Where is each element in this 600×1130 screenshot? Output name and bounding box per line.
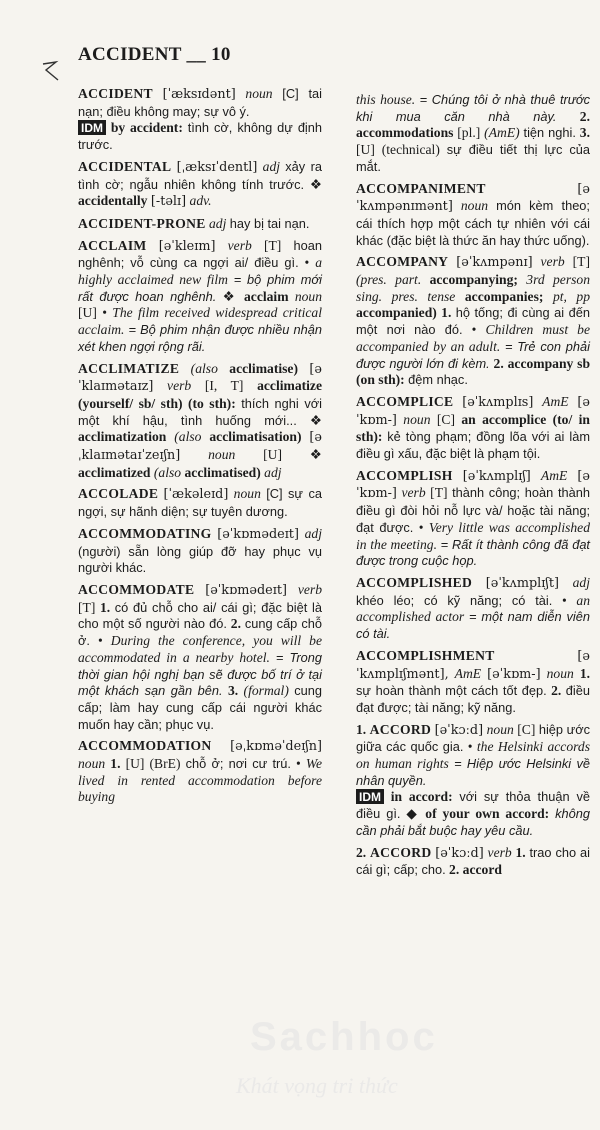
sense-number: 2. [551,683,562,699]
entry-accommodate [78,582,322,733]
definition: tiện nghi. [523,125,576,141]
headword: ACCLAIM [78,237,147,253]
headword: ACCOMPLISHMENT [356,647,495,663]
entry-accompany [356,254,590,389]
part-of-speech: noun [486,721,514,737]
derivative-symbol: ❖ [222,288,238,304]
definition: thành công; hoàn thành điều gì đòi hỏi nỗ lực và/ hoặc tài năng; đạt được. [356,485,590,535]
sense-number: 1. [441,305,452,321]
page-header: ACCIDENT __ 10 [78,44,231,65]
definition: trao cho ai cái gì; cấp; cho. [356,844,590,878]
definition: món kèm theo; cái thích hợp một cách tự nhiên với cái khác (đặc biệt là thức ăn hay thức uống). [356,198,590,248]
bullet: • [418,519,424,535]
translation: = Hiệp ước Helsinki về nhân quyền. [356,756,591,788]
grammar-code: [U] (technical) [356,142,440,158]
entry-accompaniment [356,181,590,250]
register-label: (formal) [243,683,289,699]
variant: acclimatisation) [209,429,302,445]
alt-phonetic: [əˈkɒm-] [356,394,590,428]
definition: [C] tai nạn; điều không may; sự vô ý. [78,86,322,119]
sense-number: 1. [110,756,121,772]
entry-accident-prone [78,216,322,233]
inflection: accompanies; [464,288,544,304]
derivative-pos: adj [264,464,282,480]
sense-number: 2. [449,862,460,878]
region-label: AmE [542,393,569,409]
headword: ACCOMPLISH [356,467,453,483]
translation: = Bộ phim nhận được nhiều nhận xét khen ngợi rộng rãi. [78,322,322,354]
derivative-symbol: ❖ [309,447,322,463]
sense-number: 3. [579,125,590,141]
bullet: • [561,592,567,608]
definition: chỗ ở; nơi cư trú. [185,756,291,772]
derivative: acclimatization [78,429,167,445]
bullet: • [471,322,477,338]
bullet: • [467,739,473,755]
derivative: acclaim [243,288,289,304]
headword: ACCORD [369,844,432,860]
inflection-label: (pres. part. [356,272,422,288]
bullet: • [97,633,103,649]
grammar-code: [T] [78,599,96,615]
entry-accomplishment [356,648,590,717]
watermark-tagline: Khát vọng tri thức [236,1073,398,1098]
headword: ACCOMPLISHED [356,574,473,590]
definition: (người) sẵn lòng giúp đỡ hay phục vụ người khác. [78,543,322,576]
derivative-phonetic: [-təlɪ] [150,194,187,210]
grammar-code: [U] [263,447,282,463]
definition: hộ tống; đi cùng ai đến một nơi nào đó. [356,305,590,338]
part-of-speech: adj [304,525,322,541]
phonetic: [əˈkɒmədeɪt] [217,526,299,542]
phonetic: [əˈkɔːd] [435,845,484,861]
grammar-code: [T] [572,254,590,270]
example: During the conference, you will be accommodated in a nearby hotel. [78,633,323,665]
entry-acclimatize [78,361,322,482]
phrase: accompany sb (on sth): [356,355,591,388]
entry-accolade [78,486,322,520]
derivative-adj: acclimatized [78,464,151,480]
sense-number: 2. [493,355,504,371]
definition: hoan nghênh; vỗ cùng ca ngợi ai/ điều gì. [78,237,322,271]
derivative-pos: adv. [189,193,212,209]
inflection-label: pt, pp [552,288,591,304]
grammar-code: [U] (BrE) [125,756,181,772]
translation: = Chúng tôi ở nhà thuê trước khi mua căn nhà này. [356,92,590,124]
entry-accommodation-continued [356,92,590,176]
phonetic: [əˈkʌmplɪʃ] [462,468,531,484]
part-of-speech: adj [208,215,227,231]
derivative: accidentally [78,193,148,209]
also-label: (also [174,429,202,445]
example: We lived in rented accommodation before buying [78,756,322,805]
grammar-code: [U] [78,305,97,321]
entry-accomplice [356,394,590,463]
idiom-definition: tình cờ, không dự định trước. [78,120,323,153]
headword: ACCOMMODATION [78,738,212,754]
headword: ACCOLADE [78,486,159,502]
definition: cung cấp; làm hay cung cấp cái người khác muốn hay cần; phục vụ. [78,683,322,732]
inflection: accompanied) [356,305,437,321]
idiom-phrase: by accident: [110,120,183,136]
translation: = Trẻ con phải được người lớn đi kèm. [356,338,590,371]
headword: ACCLIMATIZE [78,360,180,376]
idm-label: IDM [356,789,384,804]
phonetic: [əˈkʌmpənɪmənt] [356,181,590,215]
idiom-phrase: in accord: [390,789,453,805]
part-of-speech: noun [460,198,489,214]
pen-mark-icon [40,60,64,86]
definition: kẻ tòng phạm; đồng lõa với ai làm điều gì xấu, đặc biệt là phạm tội. [356,429,590,462]
bullet: • [304,255,310,271]
phonetic: [əˈkɒmədeɪt] [205,582,287,598]
plural-form: accommodations [356,125,454,141]
headword: ACCIDENT-PRONE [78,215,206,231]
example: an accomplished actor [356,592,590,625]
part-of-speech: verb [227,237,252,253]
entry-accord-verb [356,845,590,879]
phonetic: [ˈæksɪdənt] [162,87,236,102]
headword-repeat: accord [462,862,502,878]
variant: acclimatise) [229,360,298,376]
entry-accomplish [356,468,590,570]
headword: ACCIDENT [78,86,153,101]
translation: = bộ phim mới rất được hoan nghênh. [78,272,322,304]
sense-number: 3. [227,683,239,699]
grammar-code: [pl.] [457,125,481,141]
example: a highly acclaimed new film [78,255,322,288]
headword: ACCOMPANY [356,254,449,270]
headword: ACCOMMODATE [78,581,195,597]
sense-number: 1. [99,599,111,615]
sense-number: 2. [579,108,590,124]
entry-accidental [78,159,322,211]
entry-accord-noun [356,722,590,840]
phonetic: [ˌæksɪˈdentl] [176,159,258,175]
headword: ACCOMMODATING [78,525,212,541]
grammar-code: [T] [263,237,282,253]
example: Children must be accompanied by an adult. [356,322,591,354]
definition: sự hoàn thành một cách tốt đẹp. [356,683,547,699]
phonetic: [əˈkʌmplɪs] [462,394,534,410]
example: this house. [356,92,416,107]
example: The film received widespread critical acclaim. [78,305,322,338]
phonetic: [əˌkɒməˈdeɪʃn] [230,739,322,755]
part-of-speech: adj [572,574,590,590]
example: the Helsinki accords on human rights [356,739,590,772]
part-of-speech: verb [540,254,565,270]
alt-phonetic: [əˈkɒm-] [487,666,541,682]
derivative-symbol: ❖ [309,176,322,192]
translation: = Rất ít thành công đã đạt được trong cuộc họp. [356,536,590,569]
also-label: (also [153,464,182,480]
headword: ACCOMPLICE [356,393,454,409]
region-label: AmE [540,467,568,483]
definition: [C] sự ca ngợi, sự hãnh diện; sự tuyên dương. [78,486,322,520]
entry-accomplished [356,575,590,643]
derivative-pos: noun [294,288,322,304]
derivative-symbol: ❖ [309,412,323,428]
inflection: accompanying; [429,272,518,288]
sense-number: 1. [515,844,526,860]
pattern: an accomplice (to/ in sth): [356,411,590,445]
part-of-speech: noun [78,756,106,772]
entry-acclaim [78,238,322,356]
region-label: (AmE) [484,125,520,141]
idiom-phrase: of your own accord: [425,806,550,822]
idiom-definition: với sự thỏa thuận về điều gì. [356,789,590,822]
part-of-speech: noun [233,486,261,502]
definition: sự điều tiết thị lực của mắt. [356,142,590,174]
phonetic: [əˈkʌmpənɪ] [456,255,533,271]
definition: điều đạt được; tài năng; kỹ năng. [356,683,590,715]
bullet: • [296,756,301,772]
definition: có đủ chỗ cho ai/ cái gì; đặc biệt là cho một số người nào đó. [78,599,322,632]
part-of-speech: noun [546,665,574,681]
part-of-speech: noun [245,86,273,101]
phonetic: [əˈkleɪm] [158,238,216,254]
part-of-speech: verb [401,485,426,501]
translation: = Trong thời gian hội nghị bạn sẽ được bố trí ở tại một khách sạn gần bên. [78,649,322,699]
left-column [78,86,322,811]
entry-accommodating [78,526,322,577]
phonetic: [əˈkʌmplɪʃmənt], [356,648,590,682]
definition: hiệp ước giữa các quốc gia. [356,721,591,755]
phonetic: [ˈækəleɪd] [163,487,229,503]
part-of-speech: verb [297,581,322,597]
bullet: • [102,305,107,321]
inflection-label: 3rd person sing. pres. tense [356,272,590,304]
definition: thích nghi với một khí hậu, tình huống mới... [78,395,322,428]
part-of-speech: verb [487,844,512,860]
headword: ACCORD [369,721,432,737]
sense-number: 2. [230,616,241,632]
pattern: acclimatize (yourself/ sb/ sth) (to sth): [78,378,323,411]
idm-label: IDM [78,120,106,135]
definition: cung cấp chỗ ở. [78,616,322,649]
translation: = một nam diễn viên có tài. [356,609,590,642]
grammar-code: [C] [517,721,536,737]
headword: ACCOMPANIMENT [356,180,486,196]
entry-accident [78,86,322,154]
definition: khéo léo; có kỹ năng; có tài. [356,592,553,608]
sense-number: 1. [579,665,591,681]
right-column [356,92,590,884]
region-label: AmE [454,665,482,681]
idiom-symbol: ◆ [406,806,420,822]
definition: hay bị tai nạn. [229,215,310,231]
homograph-number: 2. [356,844,367,860]
watermark-logo: Sachhoc [250,1015,438,1059]
phonetic: [əˈkɔːd] [434,722,484,738]
grammar-code: [C] [436,411,455,427]
headword: ACCIDENTAL [78,158,172,174]
alt-phonetic: [əˈkɒm-] [356,468,590,502]
part-of-speech: verb [167,378,192,394]
grammar-code: [T] [430,485,448,501]
derivative-phonetic: [əˌklaɪmətaɪˈzeɪʃn] [78,430,322,464]
variant: acclimatised) [184,464,261,480]
idiom-definition: không cần phải bắt buộc hay yêu cầu. [356,806,590,838]
homograph-number: 1. [356,721,367,737]
also-label: (also [190,360,218,376]
grammar-code: [I, T] [204,378,244,394]
entry-accommodation [78,738,322,806]
phonetic: [əˈklaɪmətaɪz] [78,361,322,395]
definition: xảy ra tình cờ; ngẫu nhiên không tính trước. [78,158,322,192]
definition: đệm nhạc. [408,372,468,388]
derivative-pos: noun [208,447,236,463]
part-of-speech: noun [403,411,431,427]
phonetic: [əˈkʌmplɪʃt] [485,575,559,591]
example: Very little was accomplished in the meeting. [356,519,591,552]
part-of-speech: adj [262,158,281,174]
